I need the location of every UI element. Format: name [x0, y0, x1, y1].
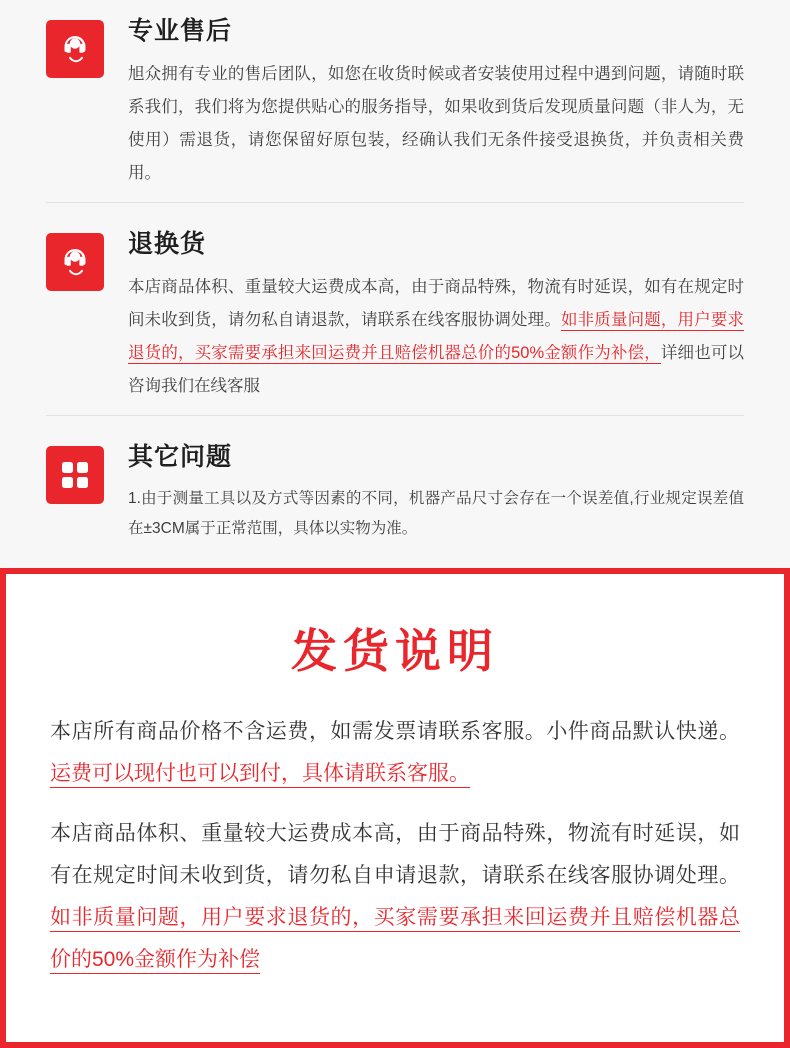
- faq-paragraph: [128, 58, 744, 190]
- faq-title: 专业售后: [128, 17, 233, 45]
- faq-item-other-questions: [46, 415, 744, 544]
- faq-item-professional-after-sales: [46, 0, 744, 190]
- shipping-text-segment: 本店所有商品价格不含运费，如需发票请联系客服。小件商品默认快递。: [50, 719, 740, 743]
- grid-squares-icon: [46, 446, 104, 504]
- faq-title: 其它问题: [128, 443, 233, 471]
- faq-text-segment: 1.由于测量工具以及方式等因素的不同，机器产品尺寸会存在一个误差值,行业规定误差值在±3CM属于正常范围，具体以实物为准。: [128, 490, 744, 538]
- faq-body: [128, 227, 744, 403]
- faq-item-return-exchange: [46, 202, 744, 403]
- faq-text-segment: 本店商品体积、重量较大运费成本高，由于商品特殊，物流有时延误，如有在规定时间未收到货，请勿私自请退款，请联系在线客服协调处理。: [128, 278, 744, 329]
- headset-support-icon: [46, 233, 104, 291]
- faq-title: 退换货: [128, 230, 207, 258]
- shipping-notice-panel: [0, 568, 790, 1048]
- faq-body: [128, 14, 744, 190]
- faq-text-segment: 旭众拥有专业的售后团队，如您在收货时候或者安装使用过程中遇到问题，请随时联系我们，我们将为您提供贴心的服务指导，如果收到货后发现质量问题（非人为，无使用）需退货，请您保留好原包装，经确认我们无条件接受退换货，并负责相关费用。: [128, 65, 744, 182]
- shipping-text-highlight: 运费可以现付也可以到付，具体请联系客服。: [50, 762, 470, 788]
- faq-text-segment: 详细也可以咨询我们在线客服: [128, 344, 744, 395]
- shipping-text-segment: 本店商品体积、重量较大运费成本高，由于商品特殊，物流有时延误，如有在规定时间未收到货，请勿私自申请退款，请联系在线客服协调处理。: [50, 821, 740, 887]
- shipping-text-highlight: 如非质量问题，用户要求退货的，买家需要承担来回运费并且赔偿机器总价的50%金额作为补偿: [50, 906, 740, 974]
- headset-support-icon: [46, 20, 104, 78]
- faq-paragraph: [128, 271, 744, 403]
- shipping-notice-title: 发货说明: [291, 625, 499, 677]
- faq-paragraph: [128, 484, 744, 544]
- shipping-paragraph-1: [50, 711, 740, 795]
- faq-body: [128, 440, 744, 544]
- faq-text-highlight: 如非质量问题，用户要求退货的，买家需要承担来回运费并且赔偿机器总价的50%金额作为补偿，: [128, 311, 745, 362]
- shipping-paragraph-2: [50, 813, 740, 981]
